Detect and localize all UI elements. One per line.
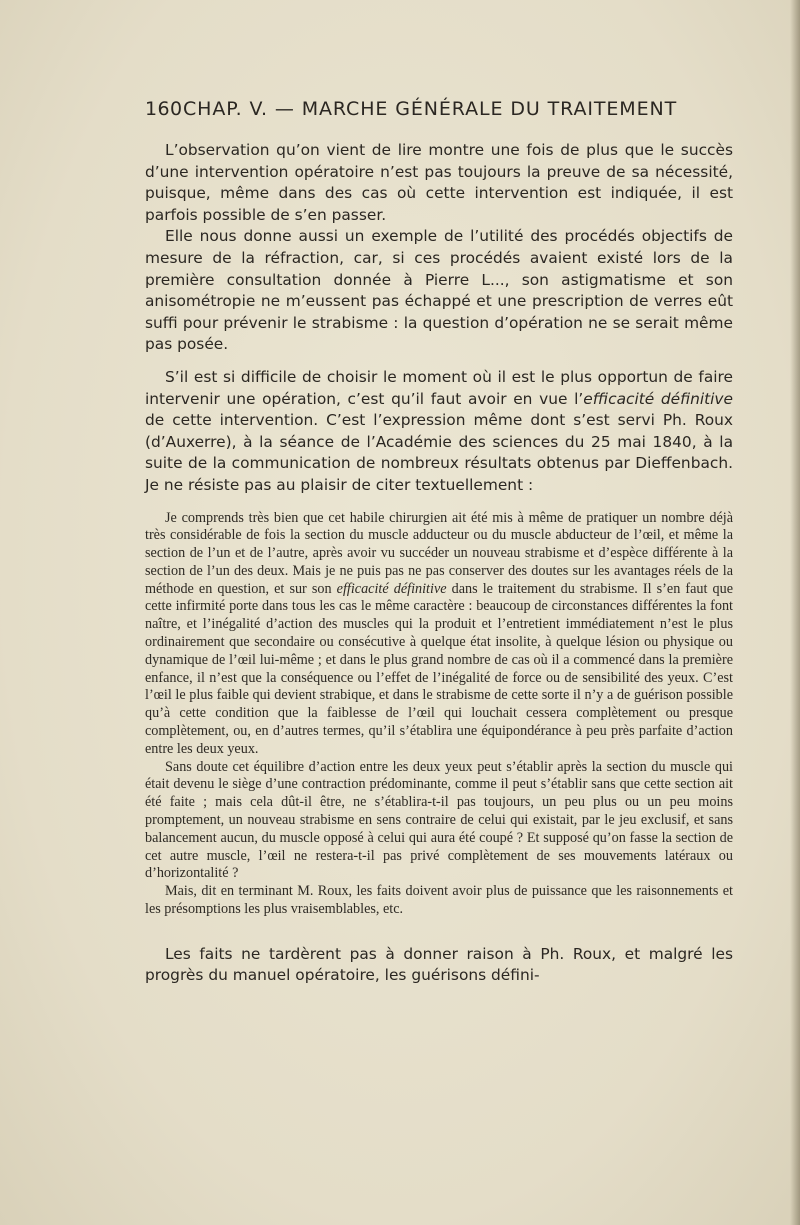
quote-1-start: Je comprends très bien que cet habile chirurgien ait été mis à même de pratiquer un nombre déjà très considérable de fois la section du muscle adducteur ou du muscle abducteur de l’œil, et même la section de l’un et de l’autre, après avoir vu succéder un nouveau strabisme et d’espèce différente à la section de l’un des deux. Mais je ne puis pas ne pas conserver des doutes sur les avantages réels de la méthode en question, et sur son <box>145 509 733 597</box>
paragraph-3-end: de cette intervention. C’est l’expression même dont s’est servi Ph. Roux (d’Auxerre), à la séance de l’Académie des sciences du 25 mai 1840, à la suite de la communication de nombreux résultats obtenus par Dieffenbach. Je ne résiste pas au plaisir de citer textuellement : <box>145 411 733 494</box>
paragraph-3-emphasis: efficacité définitive <box>583 389 733 408</box>
page-edge-shadow <box>790 0 800 1225</box>
page-number: 160 <box>145 98 183 120</box>
quote-paragraph-1 <box>145 510 733 759</box>
page-body <box>145 140 733 987</box>
running-header <box>145 98 733 124</box>
paragraph-2: Elle nous donne aussi un exemple de l’utilité des procédés objectifs de mesure de la réfraction, car, si ces procédés avaient existé lors de la première consultation donnée à Pierre L..., son astigmatisme et son anisométropie ne m’eussent pas échappé et une prescription de verres eût suffi pour prévenir le strabisme : la question d’opération ne se serait même pas posée. <box>145 227 733 354</box>
quote-1-end: dans le traitement du strabisme. Il s’en faut que cette infirmité porte dans tous les cas le même caractère : beaucoup de circonstances différentes la font naître, et l’inégalité d’action des muscles qui la produit et l’entretient immédiatement n’est le plus ordinairement que secondaire ou consécutive à quelque état insolite, à quelque lésion ou physique ou dynamique de l’œil lui-même ; et dans le plus grand nombre de cas où il a commencé dans la première enfance, il n’est que la conséquence ou l’effet de l’inégalité de force ou de sensibilité des yeux. C’est l’œil le plus faible qui devient strabique, et dans le strabisme de cette sorte il n’y a de guérison possible qu’à cette condition que la faiblesse de l’œil qui louchait cessera complètement ou presque complètement, ou, en d’autres termes, qu’il s’établira une équipondérance à peu près parfaite d’action entre les deux yeux. <box>145 580 734 757</box>
paragraph-1: L’observation qu’on vient de lire montre une fois de plus que le succès d’une intervention opératoire n’est pas toujours la preuve de sa nécessité, puisque, même dans des cas où cette intervention est indiquée, il est parfois possible de s’en passer. <box>145 141 733 224</box>
paragraph-4: Les faits ne tardèrent pas à donner raison à Ph. Roux, et malgré les progrès du manuel opératoire, les guérisons défini- <box>145 944 733 985</box>
quote-paragraph-2: Sans doute cet équilibre d’action entre les deux yeux peut s’établir après la section du muscle qui était devenu le siège d’une contraction prédominante, comme il peut s’établir sans que cette section ait été faite ; mais cela dût-il être, ne s’établira-t-il pas toujours, un peu plus ou un peu moins promptement, un nouveau strabisme en sens contraire de celui qui existait, par le jeu exclusif, et sans balancement aucun, du muscle opposé à celui qui aura été coupé ? Et supposé qu’on fasse la section de cet autre muscle, l’œil ne restera-t-il pas privé complètement de ses mouvements latéraux ou d’horizontalité ? <box>145 758 733 882</box>
quote-1-emphasis: efficacité définitive <box>336 580 447 597</box>
paragraph-3 <box>145 367 733 497</box>
paragraph-3-start: S’il est si difficile de choisir le moment où il est le plus opportun de faire intervenir une opération, c’est qu’il faut avoir en vue l’ <box>145 367 733 408</box>
quote-paragraph-3: Mais, dit en terminant M. Roux, les faits doivent avoir plus de puissance que les raisonnements et les présomptions les plus vraisemblables, etc. <box>145 883 733 918</box>
running-title: CHAP. V. — MARCHE GÉNÉRALE DU TRAITEMENT <box>183 98 678 120</box>
